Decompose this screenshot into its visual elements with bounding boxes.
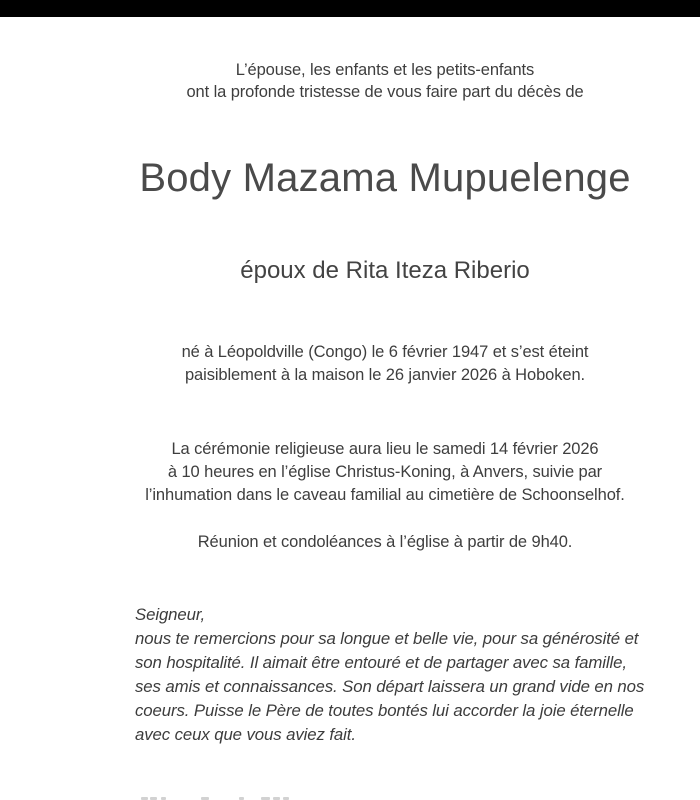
prayer-line-3: son hospitalité. Il aimait être entouré et de partager avec sa famille, (135, 653, 627, 672)
birth-death-line-2: paisiblement à la maison le 26 janvier 2026 à Hoboken. (184, 366, 586, 384)
prayer-line-6: avec ceux que vous aviez fait. (135, 725, 356, 744)
relation-line: époux de Rita Iteza Riberio (240, 257, 530, 284)
deceased-name: Body Mazama Mupuelenge (139, 156, 631, 200)
intro-line-1: L’épouse, les enfants et les petits-enfants (235, 61, 535, 79)
ceremony-line-1: La cérémonie religieuse aura lieu le samedi 14 février 2026 (171, 440, 599, 458)
ceremony-line-2: à 10 heures en l’église Christus-Koning, à Anvers, suivie par (167, 463, 603, 481)
clipped-bottom-text-line (0, 796, 700, 800)
prayer-line-5: coeurs. Puisse le Père de toutes bontés lui accorder la joie éternelle (135, 701, 634, 720)
ceremony-paragraph (80, 438, 690, 507)
prayer-line-4: ses amis et connaissances. Son départ laissera un grand vide en nos (135, 677, 645, 696)
prayer-paragraph (80, 603, 690, 747)
ceremony-line-3: l’inhumation dans le caveau familial au cimetière de Schoonselhof. (145, 486, 625, 504)
intro-line-2: ont la profonde tristesse de vous faire part du décès de (186, 83, 584, 101)
prayer-line-1: Seigneur, (135, 605, 206, 624)
birth-death-line-1: né à Léopoldville (Congo) le 6 février 1947 et s’est éteint (181, 343, 589, 361)
announcement-content (80, 0, 690, 800)
birth-death-paragraph (80, 341, 690, 387)
prayer-line-2: nous te remercions pour sa longue et belle vie, pour sa générosité et (135, 629, 639, 648)
intro-paragraph (80, 59, 690, 103)
condolences-line: Réunion et condoléances à l’église à partir de 9h40. (197, 533, 573, 551)
